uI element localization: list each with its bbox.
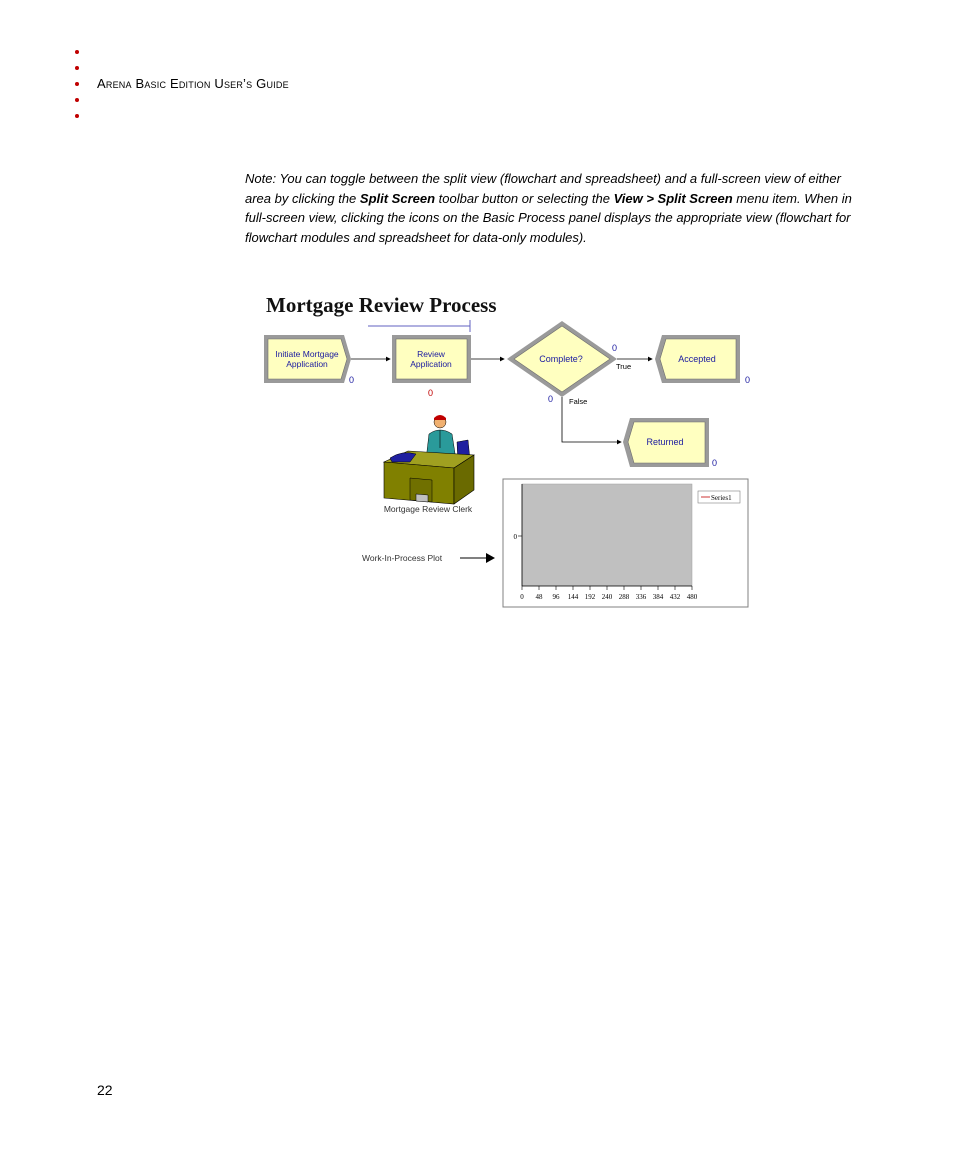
resource-label: Mortgage Review Clerk [383,504,473,514]
decide-false-counter: 0 [548,394,554,404]
module-label: Application [410,359,452,369]
figure-title: Mortgage Review Process [266,293,497,317]
note-text-1: Note: You can toggle between the split view (flowchart and spreadsheet) and a full-screen view of either area by clicking the [245,171,841,206]
note-text-2: toolbar button or selecting the [435,190,614,206]
module-label: Complete? [539,354,583,364]
module-counter: 0 [349,375,355,385]
module-label: Application [286,359,328,369]
x-tick-label: 0 [520,593,524,601]
x-tick-label: 144 [567,593,579,601]
flowchart-figure [260,288,760,613]
decide-false-label: False [569,397,588,406]
create-module-initiate[interactable] [264,335,351,383]
x-tick-label: 192 [584,593,596,601]
bullet-icon [75,82,79,86]
plot-pointer-arrow-icon [486,553,495,563]
module-counter: 0 [712,458,718,468]
x-tick-label: 288 [618,593,630,601]
note-bold-split-screen: Split Screen [359,190,436,206]
decide-true-label: True [616,362,632,371]
x-tick-label: 336 [635,593,647,601]
page-number: 22 [97,1082,113,1098]
module-label: Returned [646,437,684,447]
clerk-at-desk-icon [384,415,474,504]
x-tick-label: 432 [669,593,681,601]
dispose-module-accepted[interactable] [655,335,740,383]
bullet-icon [75,50,79,54]
note-text-3: menu item. When in full-screen view, clicking the icons on the Basic Process panel displays the appropriate view (flowchart for flowchart modules and spreadsheet for data-only modules). [245,190,852,245]
module-label: Review [417,349,445,359]
legend-label: Series1 [711,494,732,502]
module-counter: 0 [745,375,751,385]
module-label: Initiate Mortgage [275,349,339,359]
work-in-process-plot[interactable] [503,479,748,607]
module-label: Accepted [678,354,716,364]
x-tick-label: 48 [535,593,543,601]
x-tick-label: 96 [552,593,560,601]
decide-module-complete[interactable] [507,321,617,397]
process-module-review[interactable] [392,335,471,383]
dispose-module-returned[interactable] [623,418,709,467]
bullet-icon [75,66,79,70]
bullet-icon [75,114,79,118]
note-paragraph [245,169,860,247]
running-head: Arena Basic Edition User’s Guide [97,76,289,91]
note-bold-view-menu: View > Split Screen [613,190,733,206]
x-tick-label: 480 [686,593,698,601]
y-tick-label: 0 [513,533,517,541]
plot-label: Work-In-Process Plot [362,553,443,563]
decide-true-counter: 0 [612,343,618,353]
module-counter: 0 [428,388,434,398]
bullet-icon [75,98,79,102]
x-tick-label: 384 [652,593,664,601]
x-tick-label: 240 [601,593,613,601]
